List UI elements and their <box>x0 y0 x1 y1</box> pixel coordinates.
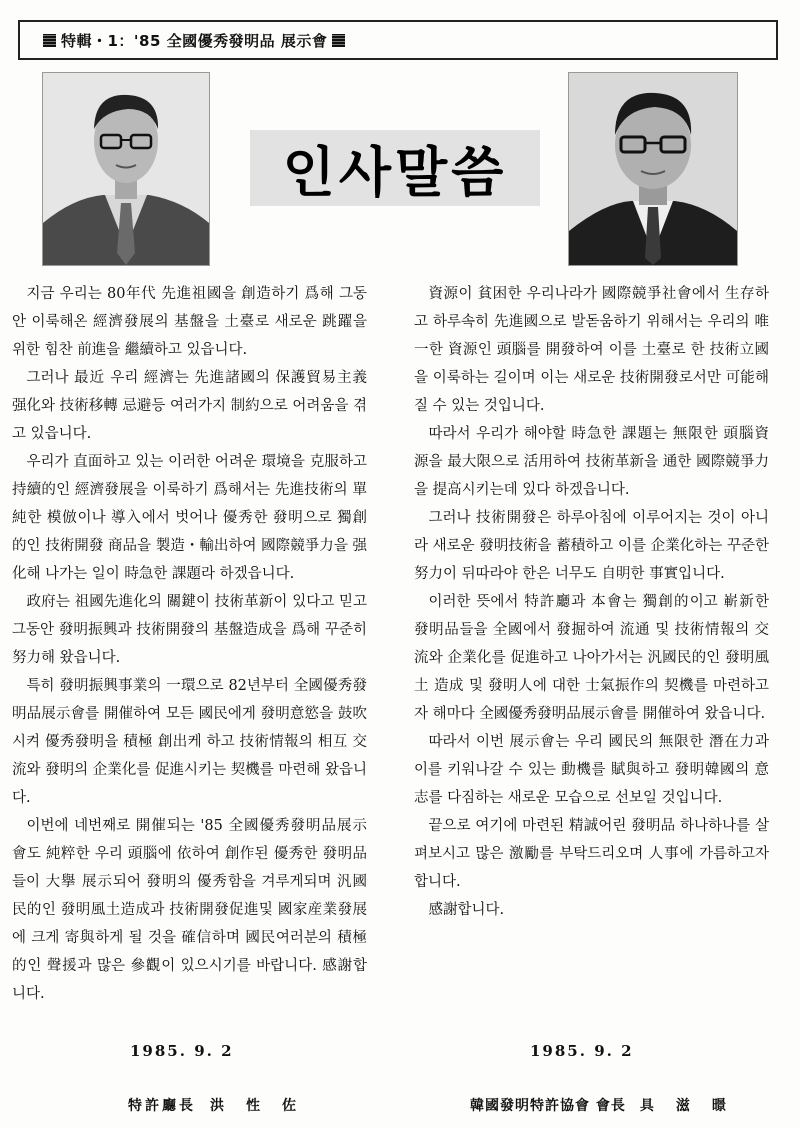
portrait-left-icon <box>43 73 209 265</box>
right-paragraph: 그러나 技術開發은 하루아침에 이루어지는 것이 아니라 새로운 發明技術을 蓄積하고 이를 企業化하는 꾸준한 努力이 뒤따라야 한은 너무도 自明한 事實입니다. <box>414 510 769 582</box>
left-paragraph: 특히 發明振興事業의 一環으로 82년부터 全國優秀發明品展示會를 開催하여 모든 國民에게 發明意慾을 鼓吹시켜 優秀發明을 積極 創出케 하고 技術情報의 相互 交流와 發明의 企業化를 促進시키는 契機를 마련해 왔읍니다. <box>12 678 367 806</box>
square-ornament-icon <box>43 34 56 47</box>
signature-right-title: 韓國發明特許協會 會長 <box>470 1098 626 1114</box>
header-title-line <box>38 30 350 51</box>
portrait-photo-right <box>568 72 738 266</box>
portrait-right-icon <box>569 73 737 265</box>
left-paragraph: 이번에 네번째로 開催되는 '85 全國優秀發明品展示會도 純粹한 우리 頭腦에 依하여 創作된 優秀한 發明品들이 大擧 展示되어 發明의 優秀함을 겨루게되며 汎國民的인 發明風土造成과 技術開發促進및 國家産業發展에 크게 寄與하게 될 것을 確信하며 國民여러분의 積極的인 聲援과 많은 參觀이 있으시기를 바랍니다. 感謝합니다. <box>12 818 367 1002</box>
left-paragraph: 政府는 祖國先進化의 關鍵이 技術革新이 있다고 믿고 그동안 發明振興과 技術開發의 基盤造成을 爲해 꾸준히 努力해 왔읍니다. <box>12 594 367 666</box>
signature-right-name: 具滋暻 <box>639 1098 748 1114</box>
right-column-text <box>414 280 769 924</box>
left-paragraph: 지금 우리는 80年代 先進祖國을 創造하기 爲해 그동안 이룩해온 經濟發展의 基盤을 土臺로 새로운 跳躍을 위한 힘찬 前進을 繼續하고 있읍니다. <box>12 286 367 358</box>
date-right: 1985. 9. 2 <box>530 1042 634 1060</box>
signature-right <box>470 1095 748 1115</box>
right-paragraph: 따라서 우리가 해야할 時急한 課題는 無限한 頭腦資源을 最大限으로 活用하여 技術革新을 通한 國際競爭力을 提高시키는데 있다 하겠읍니다. <box>414 426 769 498</box>
right-paragraph: 끝으로 여기에 마련된 精誠어린 發明品 하나하나를 살펴보시고 많은 激勵를 부탁드리오며 人事에 가름하고자 합니다. <box>414 818 769 890</box>
header-title: 特輯・1：'85 全國優秀發明品 展示會 <box>61 32 328 50</box>
left-paragraph: 그러나 最近 우리 經濟는 先進諸國의 保護貿易主義 强化와 技術移轉 忌避등 여러가지 制約으로 어려움을 겪고 있읍니다. <box>12 370 367 442</box>
signature-left-name: 洪性佐 <box>210 1098 318 1114</box>
square-ornament-icon <box>332 34 345 47</box>
right-paragraph: 資源이 貧困한 우리나라가 國際競爭社會에서 生存하고 하루속히 先進國으로 발돋움하기 위해서는 우리의 唯一한 資源인 頭腦를 開發하여 이를 土臺로 한 技術立國을 이룩하는 길이며 이는 새로운 技術開發로서만 可能해 질 수 있는 것입니다. <box>414 286 769 414</box>
right-paragraph: 따라서 이번 展示會는 우리 國民의 無限한 潛在力과 이를 키워나갈 수 있는 動機를 賦與하고 發明韓國의 意志를 다짐하는 새로운 모습으로 선보일 것입니다. <box>414 734 769 806</box>
portrait-photo-left <box>42 72 210 266</box>
date-left: 1985. 9. 2 <box>130 1042 234 1060</box>
signature-left <box>128 1095 318 1115</box>
right-paragraph: 이러한 뜻에서 特許廳과 本會는 獨創的이고 嶄新한 發明品들을 全國에서 發掘하여 流通 및 技術情報의 交流와 企業化를 促進하고 나아가서는 汎國民的인 發明風土 造成 및 發明人에 대한 士氣振作의 契機를 마련하고자 해마다 全國優秀發明品展示會를 開催하여 왔읍니다. <box>414 594 769 722</box>
header-box <box>18 20 778 60</box>
left-paragraph: 우리가 直面하고 있는 이러한 어려운 環境을 克服하고 持續的인 經濟發展을 이룩하기 爲해서는 先進技術의 單純한 模倣이나 導入에서 벗어나 優秀한 發明으로 獨創的인 技術開發 商品을 製造・輸出하여 國際競爭力을 强化해 나가는 일이 時急한 課題라 하겠읍니다. <box>12 454 367 582</box>
left-column-text <box>12 280 367 1008</box>
greeting-title-box <box>250 130 540 206</box>
greeting-title: 인사말씀 <box>282 140 508 204</box>
signature-left-title: 特許廳長 <box>128 1098 196 1114</box>
right-paragraph: 感謝합니다. <box>428 902 505 918</box>
